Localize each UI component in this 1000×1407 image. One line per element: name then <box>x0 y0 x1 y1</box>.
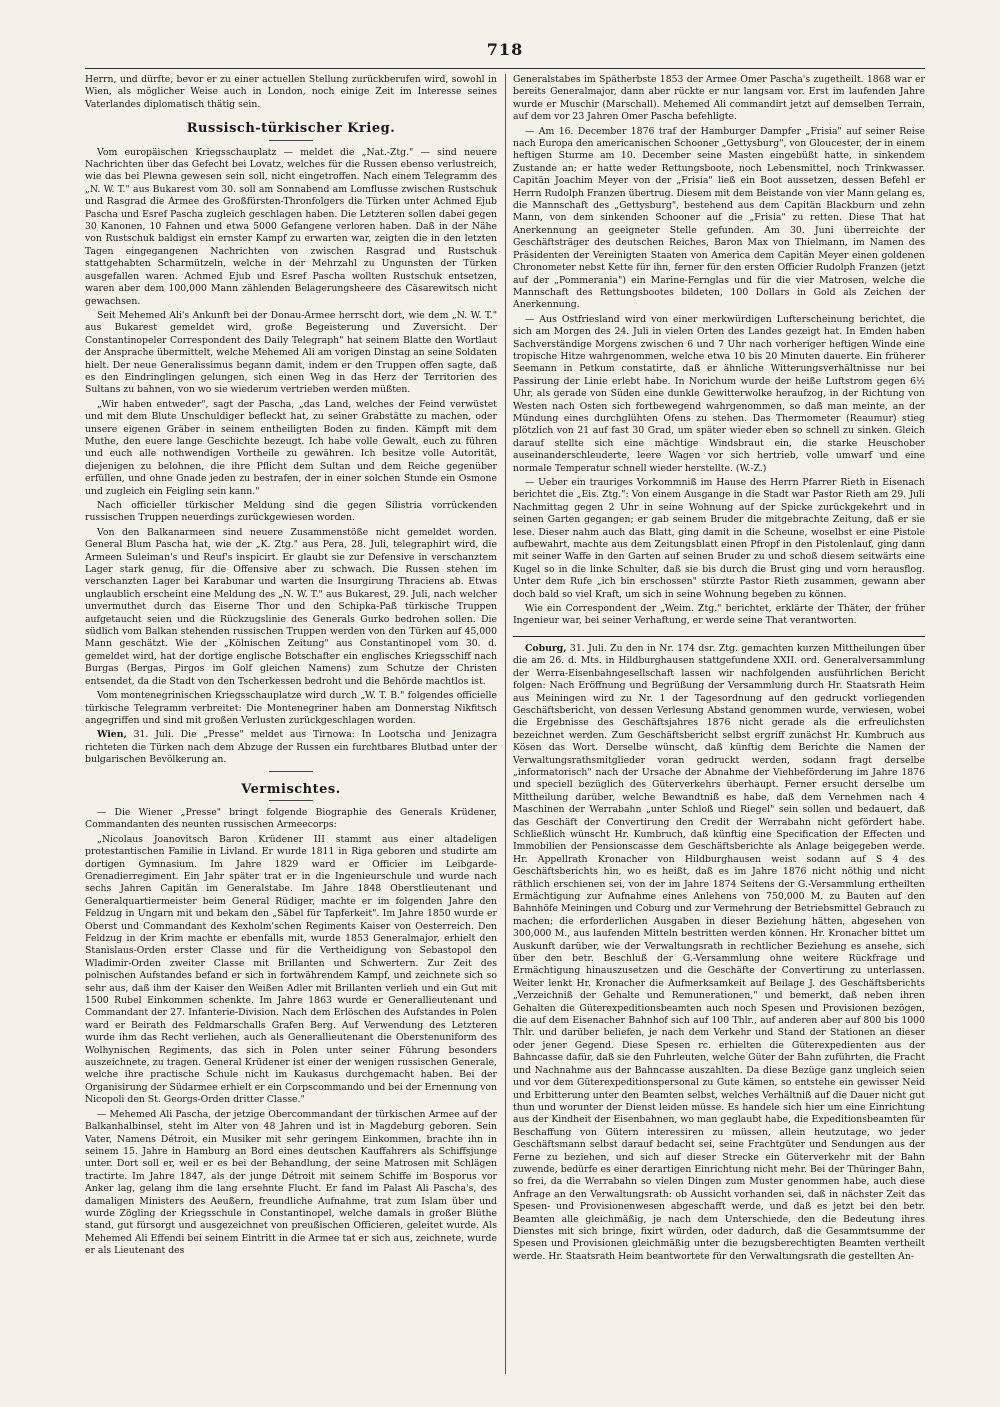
war-paragraph: Vom europäischen Kriegsschauplatz — meldet die „Nat.-Ztg." — sind neuere Nachrichten über das Gefecht bei Lovatz, welches für die Russen ebenso verlustreich, wie das bei Plewna gewesen sein soll, nicht eingetroffen. Nach einem Telegramm des „N. W. T." aus Bukarest vom 30. soll am Sonnabend am Lomflusse zwischen Rustschuk und Rasgrad die Armee des Großfürsten-Thronfolgers die Türken unter Achmed Ejub Pascha und Esref Pascha zugleich geschlagen haben. Die Letzteren sollen dabei gegen 30 Kanonen, 10 Fahnen und etwa 5000 Gefangene verloren haben. Daß in der Nähe von Rustschuk baldigst ein ernster Kampf zu erwarten war, zeigten die in den letzten Tagen eingegangenen Nachrichten von zwischen Rasgrad und Rustschuk stattgehabten Scharmützeln, welche in der Mehrzahl zu Ungunsten der Türken ausgefallen waren. Achmed Ejub und Esref Pascha wollten Rustschuk entsetzen, waren aber dem 100,000 Mann zählenden Belagerungsheere des Cäsarewitsch nicht gewachsen. <box>85 146 497 307</box>
misc-paragraph: Generalstabes im Spätherbste 1853 der Armee Omer Pascha's zugetheilt. 1868 war er bereits Generalmajor, dann aber rückte er nur langsam vor. Erst im laufenden Jahre wurde er Muschir (Marschall). Mehemed Ali commandirt jetzt auf demselben Terrain, auf dem vor 23 Jahren Omer Pascha befehligte. <box>513 74 925 123</box>
war-paragraph: Seit Mehemed Ali's Ankunft bei der Donau-Armee herrscht dort, wie dem „N. W. T." aus Bukarest gemeldet wird, große Begeisterung und Zuversicht. Der Constantinopeler Correspondent des Daily Telegraph" hat seinem Blatte den Wortlaut der Ansprache übermittelt, welche Mehemed Ali am vorigen Dinstag an seine Soldaten hielt. Der neue Generalissimus begann damit, indem er den Truppen offen sagte, daß es den Eindringlingen gelungen, sich einen Weg in das Herz der Territorien des Sultans zu bahnen, von wo sie wiederum vertrieben werden müßten. <box>85 309 497 396</box>
right-column <box>513 74 925 1374</box>
page-number: 718 <box>486 40 524 59</box>
war-paragraph: „Wir haben entweder", sagt der Pascha, „das Land, welches der Feind verwüstet und mit dem Blute Unschuldiger befleckt hat, zu seiner Grabstätte zu machen, oder unsere eigenen Gräber in seinem entheiligten Boden zu finden. Kämpft mit dem Muthe, den euere lange Geschichte bezeugt. Ich habe volle Gewalt, euch zu führen und euch alle nothwendigen Vortheile zu gewähren. Ich besitze volle Autorität, diejenigen zu belohnen, die ihre Pflicht dem Sultan und dem Reiche gegenüber erfüllen, und ohne Gnade jeden zu bestrafen, der in einer solchen Stunde ein Osmone und zugleich ein Feigling sein kann." <box>85 398 497 497</box>
column-divider <box>505 74 506 1374</box>
section-title-war: Russisch-türkischer Krieg. <box>186 121 396 137</box>
header-rule <box>85 68 925 69</box>
coburg-text: 31. Juli. Zu den in Nr. 174 dsr. Ztg. gemachten kurzen Mittheilungen über die am 26. d. Mts. in Hildburghausen stattgefundene XXII. ord. Generalversammlung der Werra-Eisenbahngesellschaft lassen wir nachfolgenden ausführlichen Bericht folgen: Nach Eröffnung und Begrüßung der Versammlung durch Hr. Staatsrath Heim aus Meiningen wird zu Nr. 1 der Tagesordnung auf den gedruckt vorliegenden Geschäftsbericht, von dessen Verlesung Abstand genommen wurde, verwiesen, wobei die Ergebnisse des Geschäftsjahres 1876 nicht gerade als die erfreulichsten bezeichnet werden. Zum Geschäftsbericht selbst ergriff zunächst Hr. Kumbruch aus Kösen das Wort. Derselbe wünscht, daß künftig dem Berichte die Namen der Verwaltungsrathsmitglieder voran gedruckt werden, sodann fragt derselbe „informatorisch" nach der Ursache der Abnahme der Viehbeförderung im Jahre 1876 und speciell bezüglich des Güterverkehrs überhaupt. Ferner ersucht derselbe um Mittheilung darüber, welche Bewandtniß es habe, daß dem Vernehmen nach 4 Maschinen der Werrabahn „unter Schloß und Riegel" sein sollen und bedauert, daß das Geschäft der Convertirung den Credit der Werrabahn nicht gefördert habe. Schließlich wünscht Hr. Kumbruch, daß künftig eine Specification der Effecten und Immobilien der Pensionscasse dem Geschäftsberichte als Anlage beigegeben werde. Hr. Appellrath Kronacher von Hildburghausen weist sodann auf S 4 des Geschäftsberichts hin, wo es heißt, daß es im Jahre 1876 nicht nöthig und nicht räthlich erschienen sei, von der im Jahre 1874 Seitens der G.-Versammlung ertheilten Ermächtigung zur Aufnahme eines Anlehens von 750,000 M. zu Bauten auf den Bahnhöfe Meiningen und Coburg und zur Vermehrung der Betriebsmittel Gebrauch zu machen; die erforderlichen Ausgaben in dieser Beziehung hätten, abgesehen von 300,000 M., aus laufenden Mitteln bestritten werden können. Hr. Kronacher bittet um Auskunft darüber, wie der Verwaltungsrath in rechtlicher Beziehung es ansehe, sich über den betr. Beschluß der G.-Versammlung ohne weitere Rückfrage und Ermächtigung hinauszusetzen und die Geschäfte der Convertirung zu unterlassen. Weiter lenkt Hr. Kronacher die Aufmerksamkeit auf Beilage J. des Geschäftsberichts „Verzeichniß der Gehalte und Remunerationen," und bemerkt, daß neben ihren Gehalten die Güterexpeditionsbeamten auch noch Spesen und Provisionen bezögen, die auf dem Eisenacher Bahnhof sich auf 100 Thlr., auf anderen aber auf 800 bis 1000 Thlr. und darüber beliefen, je nach dem Verkehr und Stand der Stationen an dieser oder jener Gegend. Diese Spesen rc. erhielten die Güterexpedienten aus der Bahncasse dafür, daß sie den Fuhrleuten, welche Güter der Bahn zuführten, die Fracht und Nachnahme aus der Bahncasse auszahlten. Da diese Bezüge ganz ungleich seien und vor dem Güterexpeditionspersonal zu Gute kämen, so entstehe ein gewisser Neid und Erbitterung unter den Beamten selbst, welches Verhältniß auf die Dauer nicht gut thun und worunter der Dienst leiden müsse. Es handele sich hier um eine Einrichtung aus der Kindheit der Eisenbahnen, wo man geglaubt habe, die Expeditionsbeamten für Beschaffung von Gütern interessiren zu müssen, allein heutzutage, wo jeder Geschäftsmann selbst darauf bedacht sei, seine Frachtgüter und Sendungen aus der Ferne zu beziehen, und sich auf dieser Strecke ein Güterverkehr mit der Bahn zuwende, bedürfe es einer derartigen Einrichtung nicht mehr. Bei der Thüringer Bahn, so frei, da die Werrabahn so vielen Dingen zum Muster genommen habe, auch diese Anfrage an den Verwaltungsrath: ob Aussicht vorhanden sei, daß in nächster Zeit das Spesen- und Provisionenwesen abgeschafft werde, und daß es jetzt bei den betr. Beamten alle gleichmäßig, je nach dem Unterschiede, den die Bedeutung ihres Dienstes mit sich bringe, fixirt würden, oder dadurch, daß die Gesammtsumme der Spesen und Provisionen gleichmäßig unter die bezugsberechtigten Beamten vertheilt werde. Hr. Staatsrath Heim beantwortete für den Verwaltungsrath die gestellten An- <box>513 642 925 1262</box>
left-column <box>85 74 497 1374</box>
war-paragraph: Von den Balkanarmeen sind neuere Zusammenstöße nicht gemeldet worden. General Blum Pascha hat, wie der „K. Ztg." aus Pera, 28. Juli, telegraphirt wird, die Armeen Suleiman's und Reuf's inspicirt. Er glaubt sie zur Defensive in verschanztem Lager stark genug, für die Offensive aber zu schwach. Die Russen stehen im verschanzten Lager bei Karabunar und warten die Insurgirung Thraciens ab. Etwas unglaublich erscheint eine Meldung des „N. W. T." aus Bukarest, 29. Juli, nach welcher unvermuthet durch das Eiserne Thor und den Schipka-Paß türkische Truppen aufgetaucht seien und die Rückzugslinie des Generals Gurko bedrohen sollen. Die südlich vom Balkan stehenden russischen Truppen werden von den Türken auf 45,000 Mann geschätzt. Wie der „Kölnischen Zeitung" aus Constantinopel vom 30. d. gemeldet wird, hat der dortige englische Botschafter ein englisches Kriegsschiff nach Burgas (Bergas, Pirgos im Golf gleichen Namens) zum Schutze der Christen entsendet, da die Stadt von den Tscherkessen bedroht und die Behörde machtlos ist. <box>85 526 497 687</box>
newspaper-page <box>85 40 925 1380</box>
wien-text: 31. Juli. Die „Presse" meldet aus Tirnowa: In Lootscha und Jenizagra richteten die Türken nach dem Abzuge der Russen ein furchtbares Blutbad unter der bulgarischen Bevölkerung an. <box>85 729 497 766</box>
title-separator <box>269 800 313 801</box>
dateline-coburg: Coburg, <box>525 642 567 654</box>
misc-paragraph: — Die Wiener „Presse" bringt folgende Biographie des Generals Krüdener, Commandanten des neunten russischen Armeecorps: <box>85 806 497 831</box>
title-separator <box>269 140 313 141</box>
war-paragraph: Nach officieller türkischer Meldung sind die gegen Silistria vorrückenden russischen Truppen neuerdings zurückgewiesen worden. <box>85 500 497 524</box>
war-paragraph: Vom montenegrinischen Kriegsschauplatze wird durch „W. T. B." folgendes officielle türkische Telegramm verbreitet: Die Montenegriner haben am Donnerstag Nikfitsch angegriffen und sind mit großen Verlusten zurückgeschlagen worden. <box>85 690 497 726</box>
misc-paragraph: — Mehemed Ali Pascha, der jetzige Obercommandant der türkischen Armee auf der Balkanhalbinsel, steht im Alter von 48 Jahren und ist in Magdeburg geboren. Sein Vater, Namens Détroit, ein Musiker mit sehr geringem Einkommen, brachte ihn in seinem 15. Jahre in Hamburg an Bord eines deutschen Kauffahrers als Schiffsjunge unter. Dort soll er, weil er es bei der Behandlung, der seine Matrosen mit Schlägen tractirte. Im Jahre 1847, als der junge Détroit mit seinem Schiffe im Bosporus vor Anker lag, gelang ihm die lang ersehnte Flucht. Er fand im Palast Ali Pascha's, des damaligen Ministers des Aeußern, freundliche Aufnahme, trat zum Islam über und wurde Zögling der Kriegsschule in Constantinopel, welche damals in großer Blüthe stand, gut fürsorgt und ausgezeichnet von preußischen Officieren, geleitet wurde. Als Mehemed Ali Effendi bei seinem Eintritt in die Armee tat er sich aus, zeichnete, wurde er als Lieutenant des <box>85 1108 497 1257</box>
coburg-paragraph <box>513 643 925 1263</box>
misc-paragraph: — Aus Ostfriesland wird von einer merkwürdigen Lufterscheinung berichtet, die sich am Morgen des 24. Juli in vielen Orten des Landes gezeigt hat. In Emden haben Sachverständige Morgens zwischen 6 und 7 Uhr nach vorheriger heftigen Winde eine tropische Hitze wahrgenommen, welche etwa 10 bis 20 Minuten dauerte. Ein früherer Seemann in Petkum constatirte, daß er ähnliche Witterungsverhältnisse nur bei Passirung der Linie erlebt habe. In Norichum wurde der heiße Luftstrom gegen 6½ Uhr, als gerade von Süden eine dunkle Gewitterwolke heraufzog, in der Richtung von Westen nach Osten sich fortbewegend wahrgenommen, so daß man meinte, an der Mündung eines durchglühten Ofens zu stehen. Das Thermometer (Reaumur) stieg plötzlich von 21 auf fast 30 Grad, um später wieder eben so schnell zu sinken. Gleich darauf stellte sich eine mächtige Windsbraut ein, die starke Heuschober auseinanderschleuderte, leere Wagen vor sich hertrieb, volle umwarf und eine normale Temperatur schnell wieder herstellte. (W.-Z.) <box>513 313 925 474</box>
section-title-misc: Vermischtes. <box>241 781 341 797</box>
section-rule <box>513 636 925 637</box>
misc-paragraph: „Nicolaus Joanovitsch Baron Krüdener III stammt aus einer altadeligen protestantischen Familie in Livland. Er wurde 1811 in Riga geboren und studirte am dortigen Gymnasium. Im Jahre 1829 ward er Officier im Leibgarde-Grenadierregiment. Ein Jahr später trat er in die Ingenieurschule und wurde nach sechs Jahren Capitän im Generalstabe. Im Jahre 1848 Oberstlieutenant und Generalquartiermeister beim General Rüdiger, machte er im folgenden Jahre den Feldzug in Ungarn mit und bekam den „Säbel für Tapferkeit". Im Jahre 1850 wurde er Oberst und Commandant des Kexholm'schen Regiments Kaiser von Oesterreich. Den Feldzug in der Krim machte er ebenfalls mit, wurde 1853 Generalmajor, erhielt den Stanislaus-Orden erster Classe und für die Vertheidigung von Sebastopol den Wladimir-Orden zweiter Classe mit Brillanten und Schwertern. Zur Zeit des polnischen Aufstandes befand er sich in fortwährendem Kampf, und zeichnete sich so sehr aus, daß ihm der Kaiser den Weißen Adler mit Brillanten verlieh und ein Gut mit 1500 Rubel Einkommen schenkte. Im Jahre 1863 wurde er Generallieutenant und Commandant der 27. Infanterie-Division. Nach dem Erlöschen des Aufstandes in Polen ward er Beirath des Feldmarschalls Grafen Berg. Auf Verwendung des Letzteren wurde ihm das Recht verliehen, auch als Generallieutenant die Oberstenuniform des Wolhynischen Regiments, das sich in Polen unter seiner Führung besonders auszeichnete, zu tragen. General Krüdener ist einer der wenigen russischen Generale, welche ihre practische Schule nicht im Kaukasus durchgemacht haben. Bei der Organisirung der Südarmee erhielt er ein Corpscommando und bei der Ernennung von Nicopoli den St. Georgs-Orden dritter Classe." <box>85 833 497 1106</box>
intro-paragraph: Herrn, und dürfte, bevor er zu einer actuellen Stellung zurückberufen wird, sowohl in Wien, als möglicher Weise auch in London, noch einige Zeit im Interesse seines Vaterlandes diplomatisch thätig sein. <box>85 74 497 110</box>
misc-paragraph: Wie ein Correspondent der „Weim. Ztg." berichtet, erklärte der Thäter, der früher Ingenieur war, bei seiner Verhaftung, er werde seine That verantworten. <box>513 603 925 627</box>
dateline-wien: Wien, <box>97 729 127 741</box>
section-separator <box>269 771 313 772</box>
wien-paragraph <box>85 729 497 766</box>
misc-paragraph: — Ueber ein trauriges Vorkommniß im Hause des Herrn Pfarrer Rieth in Eisenach berichtet die „Eis. Ztg.": Von einem Ausgange in die Stadt war Pastor Rieth am 29. Juli Nachmittag gegen 2 Uhr in seine Wohnung auf der Spicke zurückgekehrt und in seinen Garten gegangen; er gab seinem Bruder die mitgebrachte Zeitung, daß er sie lese. Dieser nahm auch das Blatt, ging damit in die Scheune, woselbst er eine Pistole aufbewahrt, machte aus dem Zeitungsblatt einen Pfropf in den Pistolenlauf, ging dann mit seiner Waffe in den Garten auf seinen Bruder zu und schoß diesem seitwärts eine Kugel so in die linke Schulter, daß sie bis durch die Brust ging und vorn herausflog. Unter dem Rufe „ich bin erschossen" stürzte Pastor Rieth zusammen, gewann aber doch bald so viel Kraft, um sich in seine Wohnung begeben zu können. <box>513 477 925 600</box>
misc-paragraph: — Am 16. December 1876 traf der Hamburger Dampfer „Frisia" auf seiner Reise nach Europa den americanischen Schooner „Gettysburg", von Gloucester, der in einem heftigen Sturme am 10. December seine Masten eingebüßt hatte, in sinkendem Zustande an; er hatte weder Rettungsboote, noch Lebensmittel, noch Trinkwasser. Capitän Joachim Meyer von der „Frisia" ließ ein Boot aussetzen, dessen Befehl er Herrn Rudolph Franzen übertrug. Diesem mit dem Beistande von vier Mann gelang es, die Mannschaft des „Gettysburg", bestehend aus dem Capitän Blackburn und zehn Mann, von dem sinkenden Schooner auf die „Frisia" zu retten. Diese That hat Anerkennung an geeigneter Stelle gefunden. Am 30. Juni überreichte der Geschäftsträger des deutschen Reiches, Baron Max von Thielmann, im Namen des Präsidenten der Vereinigten Staaten von America dem Capitän Meyer einen goldenen Chronometer nebst Kette für ihn, ferner für den ersten Officier Rudolph Franzen (jetzt auf der „Pommerania") ein Marine-Fernglas und für die vier Matrosen, welche die Mannschaft des Rettungsbootes bildeten, 100 Dollars in Gold als Zeichen der Anerkennung. <box>513 125 925 311</box>
